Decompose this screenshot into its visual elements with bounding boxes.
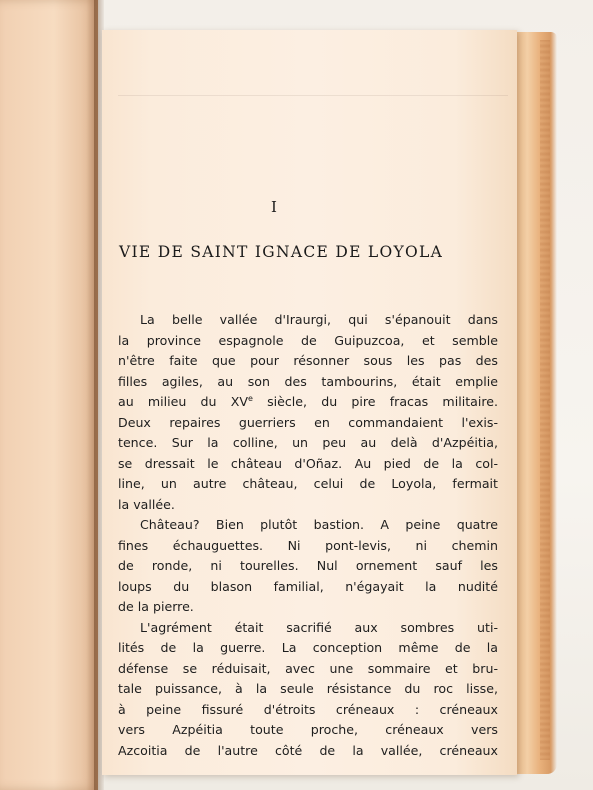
text-segment: au milieu du XV [118,394,248,409]
text-line: de ronde, ni tourelles. Nul ornement sauf les [118,558,498,573]
text-line: défense se réduisait, avec une sommaire et bru- [118,660,498,676]
superscript: e [247,394,253,403]
text-line: Deux repaires guerriers en commandaient l'exis- [118,414,498,430]
text-line: loups du blason familial, n'égayait la nudité [118,578,498,594]
text-line: à peine fissuré d'étroits créneaux : créneaux [118,701,498,717]
text-line: Château? Bien plutôt bastion. A peine quatre [140,517,498,532]
text-line: tale puissance, à la seule résistance du roc lisse, [118,681,498,696]
left-page [0,0,98,790]
page-edges-texture [540,40,550,760]
text-line: fines échauguettes. Ni pont-levis, ni chemin [118,537,498,553]
text-line: la province espagnole de Guipuzcoa, et semble [118,332,498,348]
text-segment: siècle, du pire fracas militaire. [252,394,498,409]
chapter-number: I [271,198,278,216]
page-edges [515,32,557,774]
chapter-title: VIE DE SAINT IGNACE DE LOYOLA [119,243,444,261]
text-line: vers Azpéitia toute proche, créneaux vers [118,722,498,737]
text-line: n'être faite que pour résonner sous les pas des [118,353,498,368]
text-line: la vallée. [118,496,175,512]
text-line: tence. Sur la colline, un peu au delà d'Azpéitia, [118,435,498,450]
text-line: L'agrément était sacrifié aux sombres uti- [140,619,498,635]
show-through-rule [118,95,508,96]
text-line: se dressait le château d'Oñaz. Au pied de la col- [118,455,498,471]
text-line: line, un autre château, celui de Loyola, fermait [118,476,498,491]
text-line: de la pierre. [118,599,194,614]
text-line: lités de la guerre. La conception même de la [118,640,498,655]
text-line: Azcoitia de l'autre côté de la vallée, créneaux [118,742,498,758]
chapter-body [118,310,498,761]
text-line: filles agiles, au son des tambourins, était emplie [118,373,498,389]
text-line-with-superscript [118,392,498,413]
text-line: La belle vallée d'Iraurgi, qui s'épanouit dans [140,312,498,327]
